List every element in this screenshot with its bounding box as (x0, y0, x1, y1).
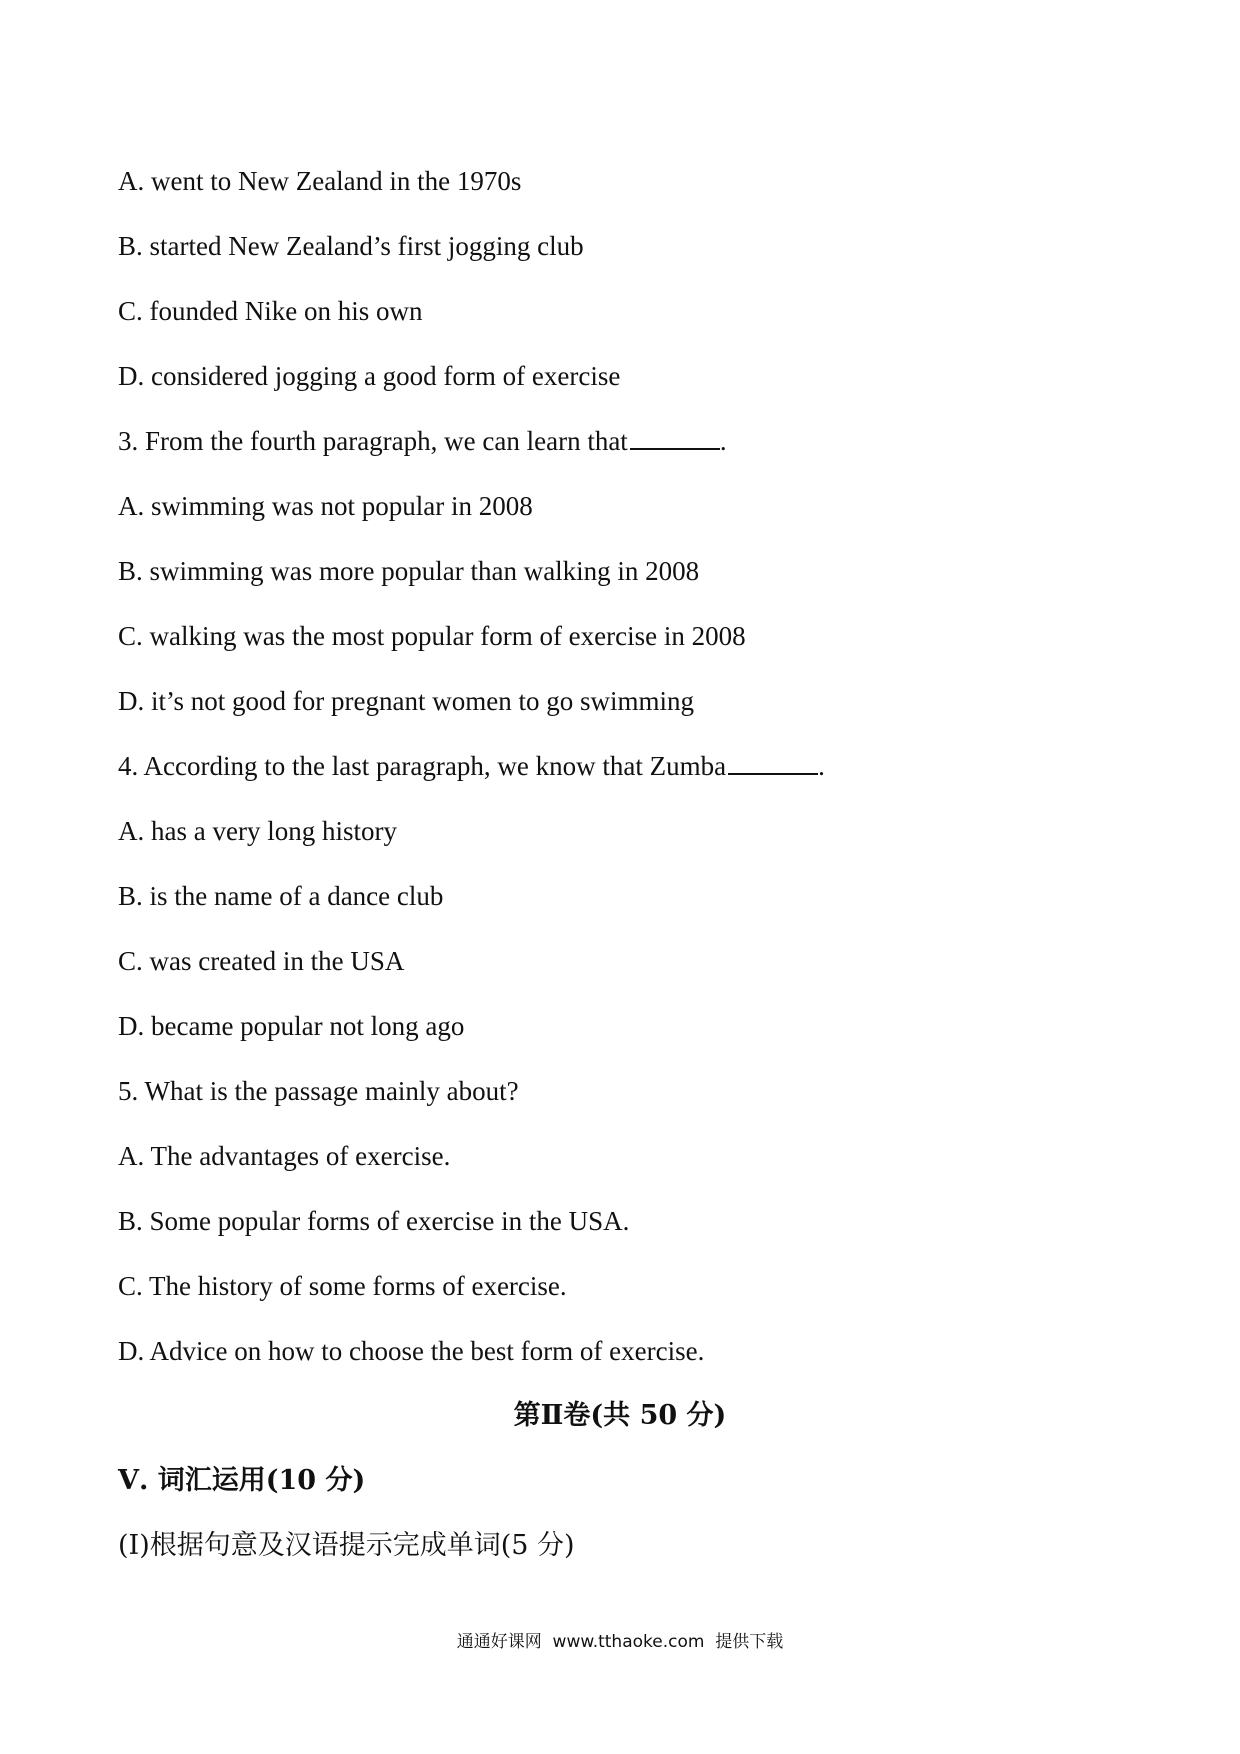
q5-option-a: A. The advantages of exercise. (118, 1141, 451, 1171)
q4-option-d: D. became popular not long ago (118, 1011, 465, 1041)
footer-credit: 通通好课网 www.tthaoke.com 提供下载 (456, 1632, 784, 1652)
q2-option-c: C. founded Nike on his own (118, 296, 423, 326)
q3-option-a: A. swimming was not popular in 2008 (118, 491, 533, 521)
sub-heading: (Ⅰ)根据句意及汉语提示完成单词(5 分) (118, 1530, 575, 1561)
q4-option-a: A. has a very long history (118, 816, 397, 846)
q4-answer-blank (728, 749, 818, 775)
q3-option-c: C. walking was the most popular form of exercise in 2008 (118, 621, 746, 651)
q3-stem-text: 3. From the fourth paragraph, we can learn that (118, 426, 628, 456)
section-title: 第Ⅱ卷(共 50 分) (513, 1400, 727, 1431)
q4-stem-text: 4. According to the last paragraph, we know that Zumba (118, 751, 727, 781)
q2-option-d: D. considered jogging a good form of exercise (118, 361, 621, 391)
q3-answer-blank (630, 424, 720, 450)
part-heading: Ⅴ. 词汇运用(10 分) (118, 1465, 366, 1496)
q4-stem (118, 749, 825, 783)
q3-option-d: D. it’s not good for pregnant women to go swimming (118, 686, 694, 716)
q3-stem-period: . (719, 426, 727, 456)
q4-option-b: B. is the name of a dance club (118, 881, 444, 911)
q4-option-c: C. was created in the USA (118, 946, 405, 976)
q5-option-b: B. Some popular forms of exercise in the USA. (118, 1206, 630, 1236)
q5-option-d: D. Advice on how to choose the best form of exercise. (118, 1336, 705, 1366)
q5-stem: 5. What is the passage mainly about? (118, 1076, 519, 1106)
q2-option-b: B. started New Zealand’s first jogging club (118, 231, 584, 261)
q3-stem (118, 424, 727, 458)
q3-option-b: B. swimming was more popular than walking in 2008 (118, 556, 700, 586)
q4-stem-period: . (818, 751, 825, 781)
q5-option-c: C. The history of some forms of exercise. (118, 1271, 567, 1301)
q2-option-a: A. went to New Zealand in the 1970s (118, 166, 522, 196)
